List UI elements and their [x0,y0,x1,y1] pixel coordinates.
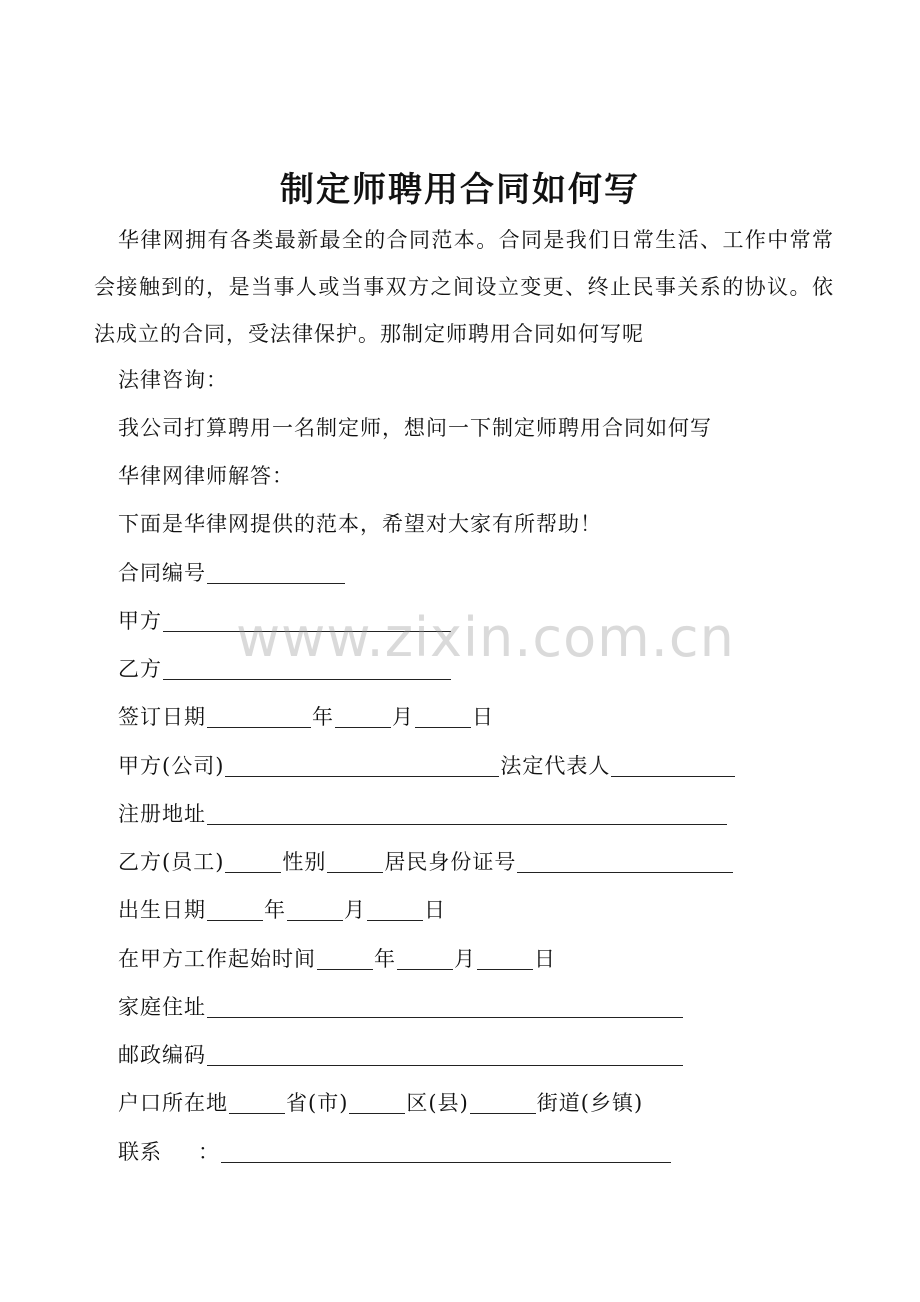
district-blank[interactable] [349,1091,405,1114]
party-b-employee-field [118,846,734,876]
party-a-company-label: 甲方(公司) [118,754,225,778]
home-address-label: 家庭住址 [118,995,206,1019]
birth-date-label: 出生日期 [118,898,206,922]
question-text: 我公司打算聘用一名制定师，想问一下制定师聘用合同如何写 [118,416,712,440]
hukou-label: 户口所在地 [118,1091,228,1115]
party-b-employee-blank[interactable] [225,850,281,873]
day-label: 日 [472,705,494,729]
sign-month-blank[interactable] [335,705,391,728]
start-work-label: 在甲方工作起始时间 [118,947,316,971]
home-address-blank[interactable] [207,995,683,1018]
home-address-field [118,991,684,1021]
birth-day-blank[interactable] [367,898,423,921]
birth-date-field [118,894,446,924]
postal-code-label: 邮政编码 [118,1043,206,1067]
sign-date-label: 签订日期 [118,705,206,729]
contract-number-blank[interactable] [207,561,345,584]
month-label: 月 [392,705,414,729]
answer-label: 华律网律师解答： [118,464,294,488]
party-a-company-blank[interactable] [225,754,499,777]
postal-code-blank[interactable] [207,1043,683,1066]
start-month-blank[interactable] [397,947,453,970]
sign-day-blank[interactable] [415,705,471,728]
year-label: 年 [264,898,286,922]
party-a-company-field [118,750,736,780]
start-work-field [118,943,556,973]
contact-colon: ： [198,1140,220,1164]
id-number-label: 居民身份证号 [384,850,517,874]
year-label: 年 [374,947,396,971]
intro-paragraph: 华律网拥有各类最新最全的合同范本。合同是我们日常生活、工作中常常会接触到的，是当事人或当事双方之间设立变更、终止民事关系的协议。依法成立的合同，受法律保护。那制定师聘用合同如何写呢 [94,228,834,346]
postal-code-field [118,1039,684,1069]
party-a-label: 甲方 [118,609,162,633]
contract-number-field [118,557,346,587]
reg-address-blank[interactable] [207,802,727,825]
id-number-blank[interactable] [517,850,733,873]
contact-field [118,1136,672,1166]
contact-blank[interactable] [221,1140,671,1163]
start-year-blank[interactable] [317,947,373,970]
contact-label: 联系 [118,1140,162,1164]
province-blank[interactable] [229,1091,285,1114]
district-label: 区(县) [406,1091,469,1115]
hukou-field [118,1087,643,1117]
birth-year-blank[interactable] [207,898,263,921]
legal-rep-label: 法定代表人 [500,754,611,778]
watermark-text: www.zixin.com.cn [236,606,735,669]
party-b-label: 乙方 [118,657,162,681]
start-day-blank[interactable] [477,947,533,970]
day-label: 日 [424,898,446,922]
province-label: 省(市) [286,1091,349,1115]
document-title: 制定师聘用合同如何写 [280,170,640,210]
month-label: 月 [454,947,476,971]
reg-address-field [118,798,728,828]
legal-rep-blank[interactable] [611,754,735,777]
sign-date-field [118,701,494,731]
reg-address-label: 注册地址 [118,802,206,826]
street-label: 街道(乡镇) [536,1091,644,1115]
party-b-employee-label: 乙方(员工) [118,850,225,874]
birth-month-blank[interactable] [287,898,343,921]
day-label: 日 [534,947,556,971]
year-label: 年 [312,705,334,729]
answer-intro: 下面是华律网提供的范本，希望对大家有所帮助！ [118,512,602,536]
contract-number-label: 合同编号 [118,561,206,585]
sign-year-blank[interactable] [207,705,311,728]
street-blank[interactable] [470,1091,536,1114]
gender-label: 性别 [282,850,327,874]
month-label: 月 [344,898,366,922]
gender-blank[interactable] [327,850,383,873]
consult-label: 法律咨询： [118,368,228,392]
